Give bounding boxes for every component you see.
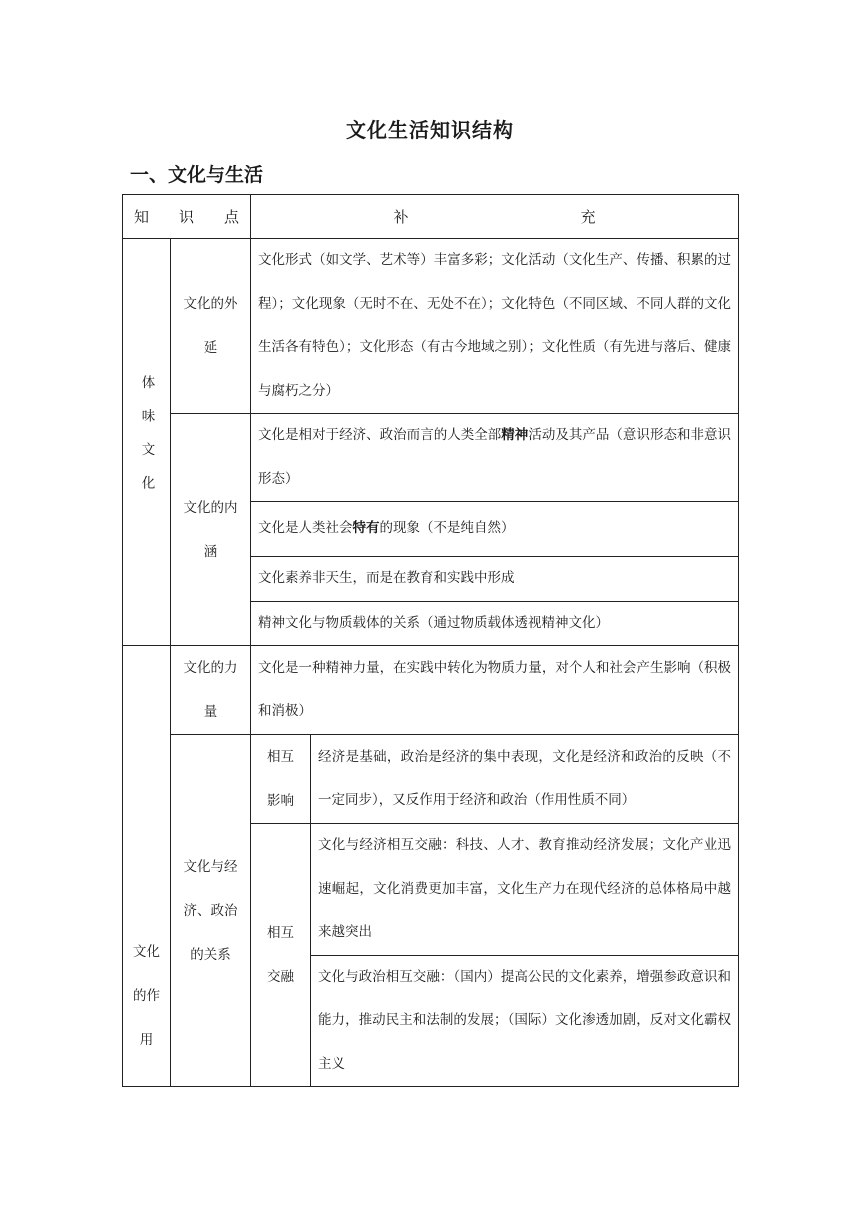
content-mutual-influence: 经济是基础，政治是经济的集中表现，文化是经济和政治的反映（不一定同步），又反作用于经济和政治（作用性质不同）: [311, 735, 739, 824]
header-char: 点: [224, 208, 240, 226]
table-row: [123, 414, 739, 502]
header-char: 补: [393, 208, 409, 226]
document-title: 文化生活知识结构: [346, 118, 514, 142]
row-label-power: 文化的力量: [171, 646, 251, 735]
row-label-economy-politics: 文化与经济、政治的关系: [171, 735, 251, 1087]
group-label-role-of-culture: 文化的作用: [123, 646, 171, 1087]
content-blending-economy: 文化与经济相互交融：科技、人才、教育推动经济发展；文化产业迅速崛起，文化消费更加丰富，文化生产力在现代经济的总体格局中越来越突出: [311, 824, 739, 956]
section-heading: 一、文化与生活: [130, 164, 264, 186]
content-connotation-3: 文化素养非天生，而是在教育和实践中形成: [251, 557, 739, 602]
content-power: 文化是一种精神力量，在实践中转化为物质力量，对个人和社会产生影响（积极和消极）: [251, 646, 739, 735]
content-blending-politics: 文化与政治相互交融：（国内）提高公民的文化素养，增强参政意识和能力，推动民主和法制的发展；（国际）文化渗透加剧，反对文化霸权主义: [311, 955, 739, 1087]
sub-label-mutual-blending: 相互交融: [251, 824, 311, 1087]
header-char: 充: [580, 208, 596, 226]
header-supplement: [251, 195, 739, 239]
content-connotation-4: 精神文化与物质载体的关系（通过物质载体透视精神文化）: [251, 601, 739, 646]
knowledge-table: [122, 194, 739, 1087]
table-header-row: [123, 195, 739, 239]
header-knowledge-point: [123, 195, 251, 239]
sub-label-mutual-influence: 相互影响: [251, 735, 311, 824]
content-connotation-1: 文化是相对于经济、政治而言的人类全部精神活动及其产品（意识形态和非意识形态）: [251, 414, 739, 502]
row-label-connotation: 文化的内涵: [171, 414, 251, 646]
content-extension: 文化形式（如文学、艺术等）丰富多彩；文化活动（文化生产、传播、积累的过程）；文化现象（无时不在、无处不在）；文化特色（不同区域、不同人群的文化生活各有特色）；文化形态（有古今地域之别）；文化性质（有先进与落后、健康与腐朽之分）: [251, 239, 739, 414]
group-label-taste-culture: 体味文化: [123, 239, 171, 646]
header-char: 识: [179, 208, 195, 226]
row-label-extension: 文化的外延: [171, 239, 251, 414]
table-row: [123, 735, 739, 824]
content-connotation-2: 文化是人类社会特有的现象（不是纯自然）: [251, 502, 739, 557]
table-row: [123, 646, 739, 735]
header-char: 知: [133, 208, 149, 226]
table-row: [123, 239, 739, 414]
